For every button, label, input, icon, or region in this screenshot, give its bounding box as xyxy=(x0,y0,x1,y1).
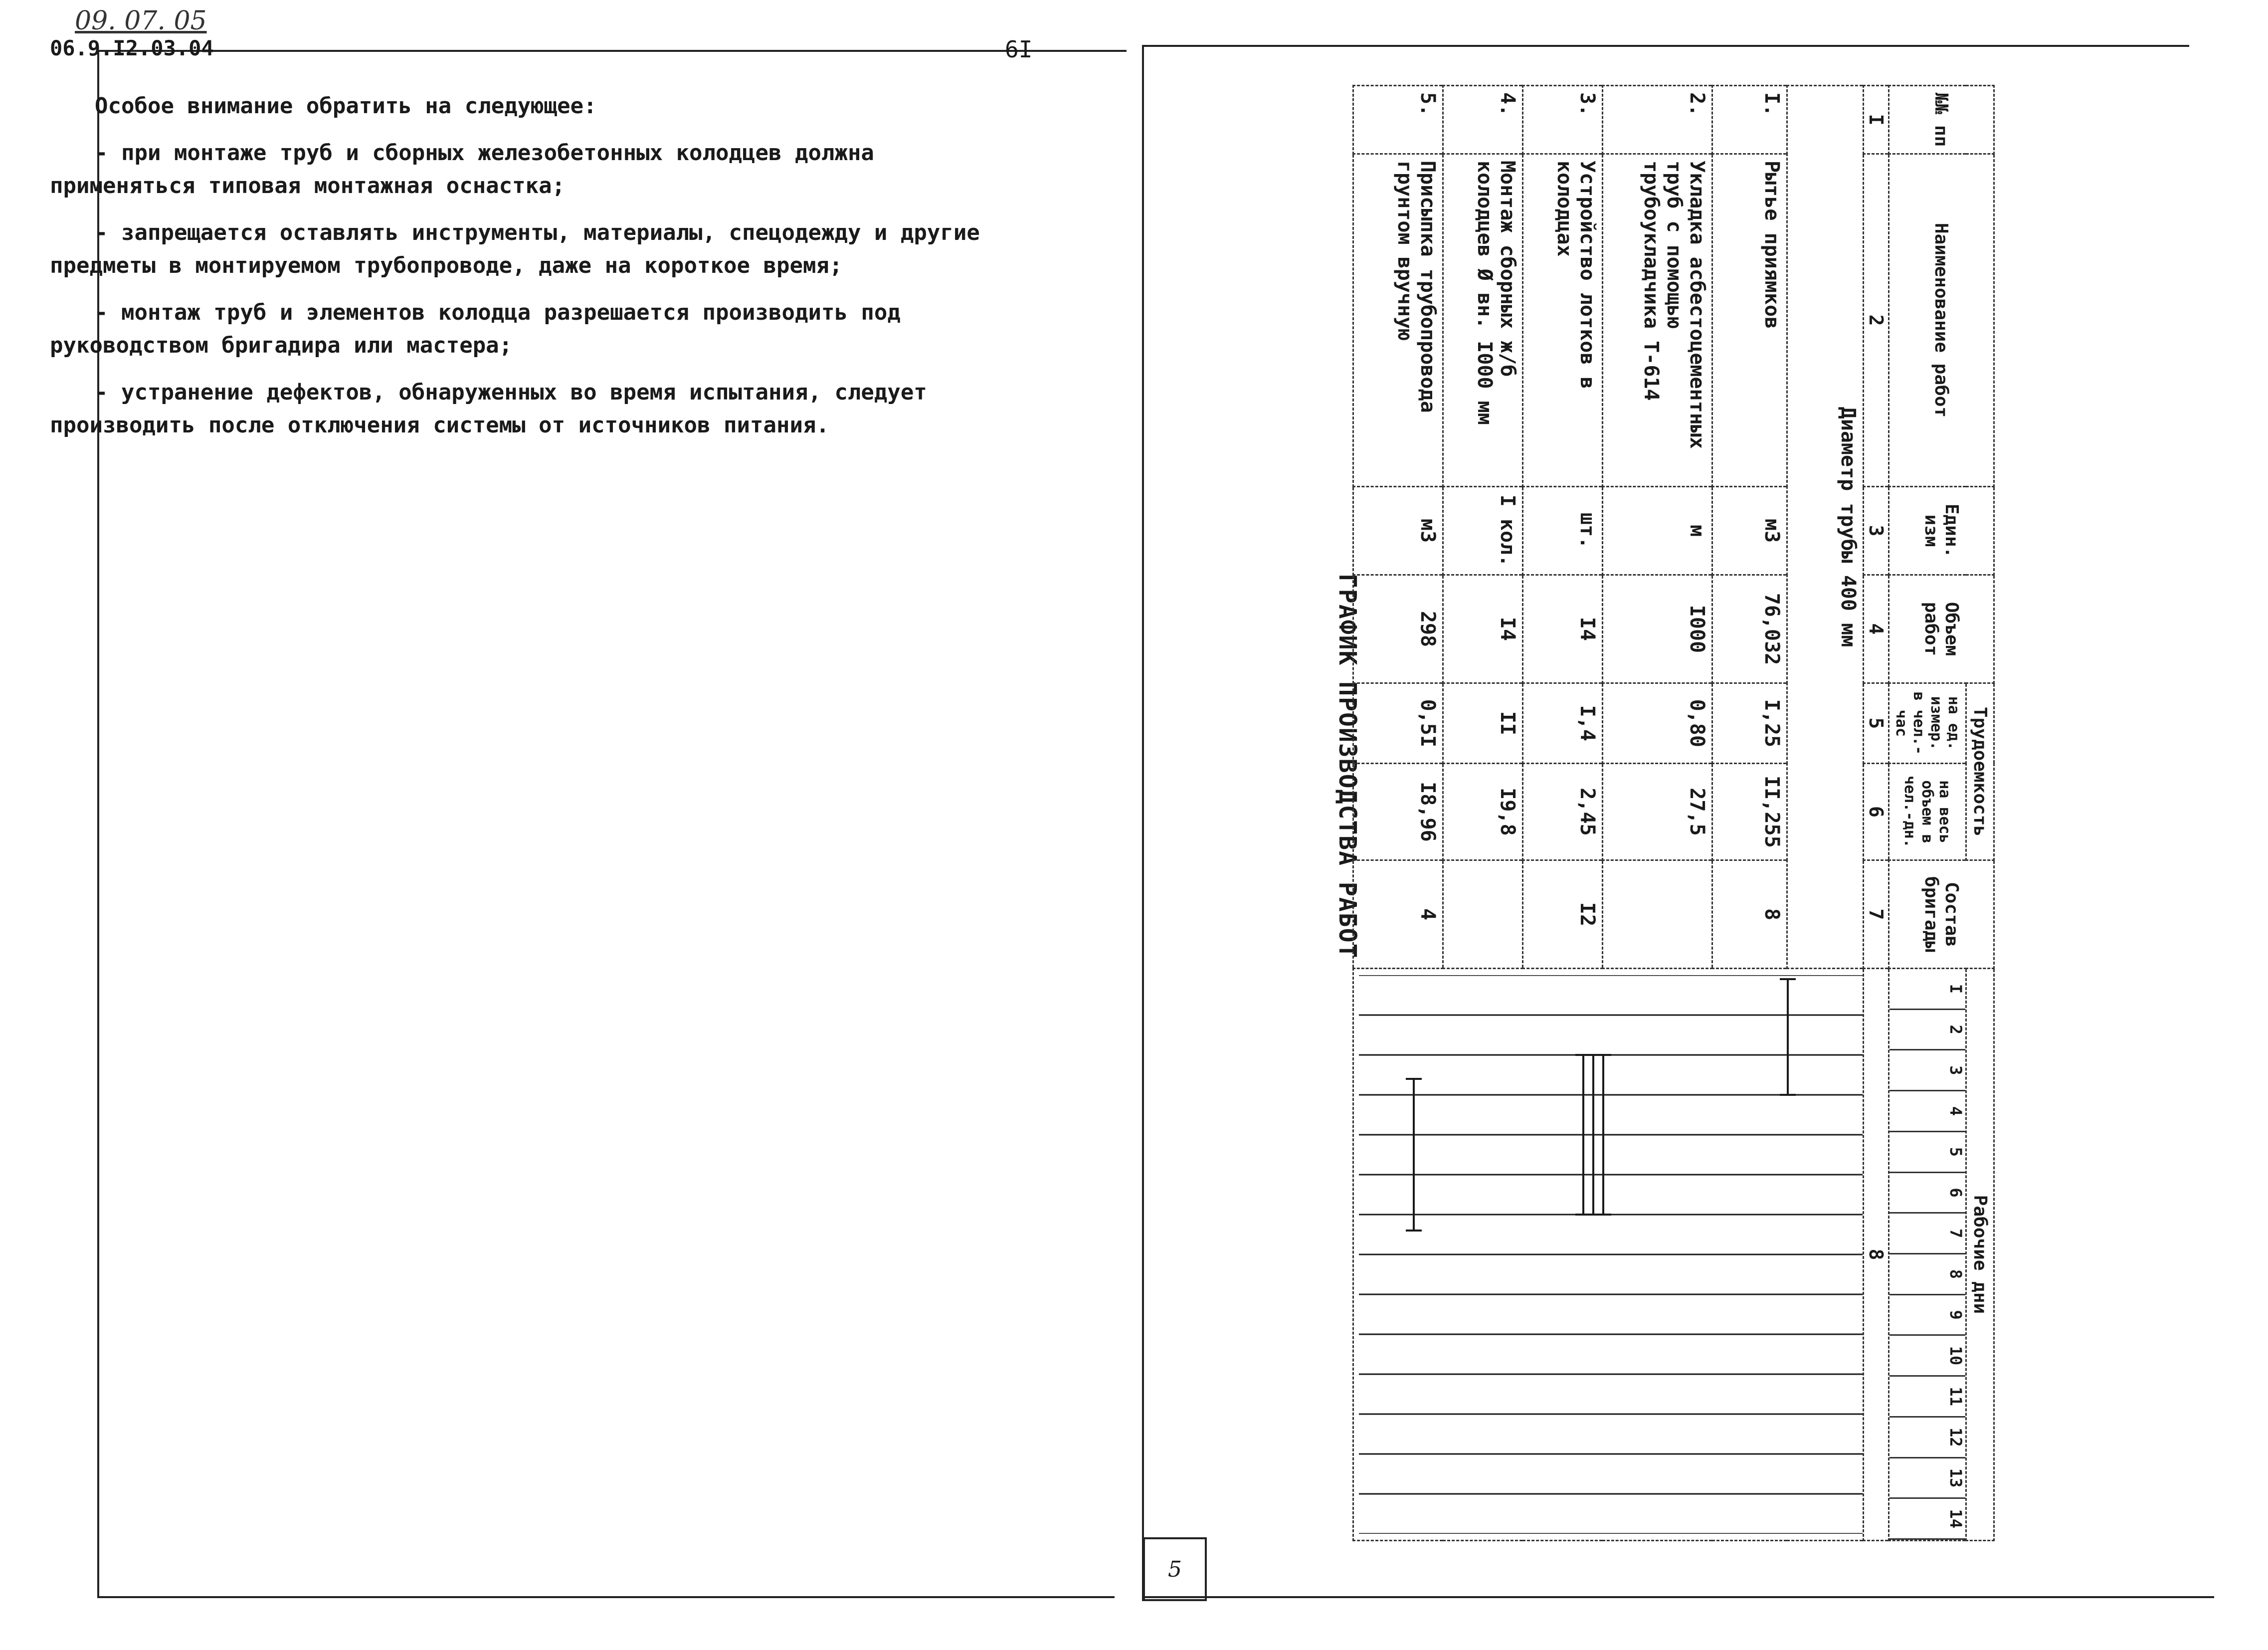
schedule-title: ГРАФИК ПРОИЗВОДСТВА РАБОТ xyxy=(1333,574,1361,959)
row-labor-per-unit: II xyxy=(1443,683,1523,764)
column-number: 3 xyxy=(1864,487,1889,575)
column-number-row xyxy=(1864,86,1889,1541)
row-unit: м xyxy=(1603,487,1712,575)
column-number: I xyxy=(1864,86,1889,154)
row-volume: I4 xyxy=(1523,575,1603,683)
row-name: Присыпка трубопровода грунтом вручную xyxy=(1353,154,1443,487)
row-volume: 298 xyxy=(1353,575,1443,683)
column-number: 5 xyxy=(1864,683,1889,764)
row-labor-total: 2,45 xyxy=(1523,763,1603,860)
note-item: - запрещается оставлять инструменты, материалы, спецодежду и другие предметы в монтируемом трубопроводе, даже на короткое время; xyxy=(50,220,980,278)
work-schedule-sheet xyxy=(1292,85,2065,1541)
row-crew: I2 xyxy=(1523,860,1603,969)
note-item: - монтаж труб и элементов колодца разрешается производить под руководством бригадира или мастера; xyxy=(50,300,901,358)
day-number: 12 xyxy=(1890,1418,1965,1458)
header-unit: Един. изм xyxy=(1889,487,1994,575)
day-number: 10 xyxy=(1890,1336,1965,1377)
column-number: 8 xyxy=(1864,969,1889,1541)
header-volume: Объем работ xyxy=(1889,575,1994,683)
day-number: I xyxy=(1890,969,1965,1010)
row-labor-per-unit: 0,5I xyxy=(1353,683,1443,764)
day-number: 8 xyxy=(1890,1254,1965,1295)
row-labor-per-unit: I,25 xyxy=(1712,683,1787,764)
document-code: 06.9.I2.03.04 xyxy=(50,36,214,60)
note-item: - устранение дефектов, обнаруженных во время испытания, следует производить после отключения системы от источников питания. xyxy=(50,380,927,438)
day-number: 6 xyxy=(1890,1173,1965,1214)
gantt-area xyxy=(1353,969,1864,1541)
row-name: Укладка асбестоцементных труб с помощью трубоукладчика Т-614 xyxy=(1603,154,1712,487)
row-crew: 4 xyxy=(1353,860,1443,969)
row-name: Устройство лотков в колодцах xyxy=(1523,154,1603,487)
day-number: 11 xyxy=(1890,1377,1965,1418)
row-num: 3. xyxy=(1523,86,1603,154)
diameter-row xyxy=(1787,86,1864,1541)
day-number: 13 xyxy=(1890,1458,1965,1499)
row-name: Рытье приямков xyxy=(1712,154,1787,487)
row-name: Монтаж сборных ж/б колодцев Ø вн. I000 мм xyxy=(1443,154,1523,487)
row-unit: I кол. xyxy=(1443,487,1523,575)
header-labor-total: на весь объем в чел.-дн. xyxy=(1889,763,1966,860)
day-number: 14 xyxy=(1890,1499,1965,1540)
header-labor-per-unit: на ед. измер. в чел.-час xyxy=(1889,683,1966,764)
page-number: 6I xyxy=(1005,36,1033,63)
row-num: 5. xyxy=(1353,86,1443,154)
day-number: 5 xyxy=(1890,1132,1965,1173)
row-crew xyxy=(1443,860,1523,969)
day-number: 2 xyxy=(1890,1010,1965,1051)
header-days: Рабочие дни xyxy=(1966,969,1994,1541)
row-labor-per-unit: 0,80 xyxy=(1603,683,1712,764)
schedule-table xyxy=(1352,85,1995,1541)
row-unit: шт. xyxy=(1523,487,1603,575)
note-item: - при монтаже труб и сборных железобетонных колодцев должна применяться типовая монтажная оснастка; xyxy=(50,140,874,199)
notes-intro: Особое внимание обратить на следующее: xyxy=(95,93,597,119)
row-labor-total: II,255 xyxy=(1712,763,1787,860)
day-number: 4 xyxy=(1890,1091,1965,1132)
header-num: №№ пп xyxy=(1889,86,1994,154)
safety-notes xyxy=(50,90,1007,456)
row-crew: 8 xyxy=(1712,860,1787,969)
diameter-label: Диаметр трубы 400 мм xyxy=(1787,86,1864,969)
column-number: 7 xyxy=(1864,860,1889,969)
row-labor-total: 27,5 xyxy=(1603,763,1712,860)
header-row xyxy=(1966,86,1994,1541)
header-crew: Состав бригады xyxy=(1889,860,1994,969)
row-num: 4. xyxy=(1443,86,1523,154)
row-unit: м3 xyxy=(1712,487,1787,575)
column-number: 4 xyxy=(1864,575,1889,683)
column-number: 2 xyxy=(1864,154,1889,487)
day-number: 7 xyxy=(1890,1214,1965,1254)
header-name: Наименование работ xyxy=(1889,154,1994,487)
gantt-chart xyxy=(1359,975,1863,1534)
row-labor-per-unit: I,4 xyxy=(1523,683,1603,764)
sheet-stamp: 5 xyxy=(1143,1537,1207,1601)
header-labor: Трудоемкость xyxy=(1966,683,1994,860)
right-left-rule xyxy=(1142,45,1144,1601)
row-volume: 76,032 xyxy=(1712,575,1787,683)
row-volume: I000 xyxy=(1603,575,1712,683)
row-num: 2. xyxy=(1603,86,1712,154)
right-top-rule xyxy=(1142,45,2189,47)
day-number: 3 xyxy=(1890,1050,1965,1091)
day-number: 9 xyxy=(1890,1295,1965,1336)
day-numbers xyxy=(1889,969,1966,1541)
row-num: I. xyxy=(1712,86,1787,154)
right-bottom-rule xyxy=(1142,1596,2214,1598)
left-page-bottom-rule xyxy=(97,1596,1115,1598)
handwritten-date: 09. 07. 05 xyxy=(75,6,207,36)
column-number: 6 xyxy=(1864,763,1889,860)
row-labor-total: I9,8 xyxy=(1443,763,1523,860)
row-crew xyxy=(1603,860,1712,969)
row-volume: I4 xyxy=(1443,575,1523,683)
row-unit: м3 xyxy=(1353,487,1443,575)
row-labor-total: I8,96 xyxy=(1353,763,1443,860)
